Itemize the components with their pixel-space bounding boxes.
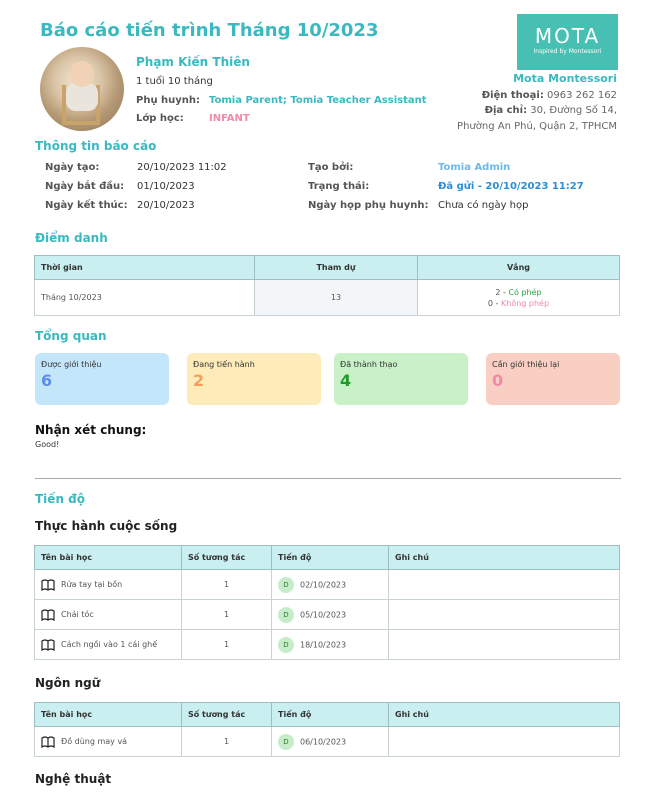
attendance-absent: [418, 280, 620, 316]
col-interactions: Số tương tác: [182, 703, 272, 727]
card-value: 2: [193, 371, 205, 390]
card-value: 6: [41, 371, 53, 390]
card-value: 4: [340, 371, 352, 390]
phone-label: Điện thoại:: [481, 90, 544, 101]
student-avatar: [40, 47, 124, 131]
book-icon: [41, 579, 55, 591]
col-progress: Tiến độ: [272, 546, 389, 570]
table-row: [35, 600, 620, 630]
comment-text: Good!: [35, 440, 60, 449]
attendance-present: 13: [255, 280, 418, 316]
lesson-name: Cách ngồi vào 1 cái ghế: [61, 640, 158, 649]
class-value: INFANT: [209, 113, 250, 124]
student-age: 1 tuổi 10 tháng: [136, 76, 213, 87]
comment-title: Nhận xét chung:: [35, 423, 147, 437]
school-address-line2: Phường An Phú, Quận 2, TPHCM: [457, 121, 617, 132]
progress-date: 06/10/2023: [300, 737, 347, 746]
school-logo: [517, 14, 618, 70]
col-lesson: Tên bài học: [35, 703, 182, 727]
progress-table-language: [34, 702, 620, 757]
phone-value: 0963 262 162: [547, 90, 617, 101]
start-value: 01/10/2023: [137, 181, 195, 192]
progress-section-title: Thực hành cuộc sống: [35, 519, 178, 533]
interaction-count: 1: [182, 630, 272, 660]
progress-date: 02/10/2023: [300, 580, 347, 589]
progress-date: 05/10/2023: [300, 610, 347, 619]
status-badge: D: [278, 607, 294, 623]
book-icon: [41, 639, 55, 651]
progress-section-title: Nghệ thuật: [35, 772, 112, 786]
logo-text: MOTA: [534, 24, 601, 48]
start-label: Ngày bắt đầu:: [45, 181, 125, 192]
end-value: 20/10/2023: [137, 200, 195, 211]
table-row: [35, 570, 620, 600]
created-by-label: Tạo bởi:: [308, 162, 354, 173]
status-label: Trạng thái:: [308, 181, 370, 192]
created-by-value: Tomia Admin: [438, 162, 511, 173]
overview-card-reintroduce: [486, 353, 620, 405]
note: [389, 630, 620, 660]
attendance-table: [34, 255, 620, 316]
end-label: Ngày kết thúc:: [45, 200, 128, 211]
report-info-title: Thông tin báo cáo: [35, 139, 157, 153]
progress-date: 18/10/2023: [300, 640, 347, 649]
status-badge: D: [278, 577, 294, 593]
progress-section-title: Ngôn ngữ: [35, 676, 101, 690]
table-row: [35, 630, 620, 660]
attendance-header-absent: Vắng: [418, 256, 620, 280]
logo-subtext: Inspired by Montessori: [533, 48, 602, 55]
unexcused-label: Không phép: [501, 298, 550, 308]
col-notes: Ghi chú: [389, 703, 620, 727]
card-label: Cần giới thiệu lại: [492, 360, 560, 369]
student-name: Phạm Kiến Thiên: [136, 55, 250, 69]
col-progress: Tiến độ: [272, 703, 389, 727]
unexcused-count: 0 -: [487, 298, 499, 308]
school-name: Mota Montessori: [513, 72, 617, 85]
overview-title: Tổng quan: [35, 329, 107, 343]
parent-label: Phụ huynh:: [136, 95, 201, 106]
card-value: 0: [492, 371, 504, 390]
book-icon: [41, 736, 55, 748]
lesson-name: Đồ dùng may vá: [61, 737, 128, 746]
status-value: Đã gửi - 20/10/2023 11:27: [438, 181, 584, 192]
status-badge: D: [278, 734, 294, 750]
overview-card-in-progress: [187, 353, 321, 405]
attendance-header-time: Thời gian: [35, 256, 255, 280]
note: [389, 727, 620, 757]
card-label: Đã thành thạo: [340, 360, 398, 369]
progress-table-practical-life: [34, 545, 620, 660]
lesson-name: Chải tóc: [61, 610, 94, 619]
interaction-count: 1: [182, 727, 272, 757]
overview-card-introduced: [35, 353, 169, 405]
interaction-count: 1: [182, 600, 272, 630]
school-address: [485, 105, 617, 116]
table-row: [35, 727, 620, 757]
note: [389, 600, 620, 630]
excused-label: Có phép: [508, 287, 542, 297]
meeting-label: Ngày họp phụ huynh:: [308, 200, 429, 211]
class-label: Lớp học:: [136, 113, 184, 124]
book-icon: [41, 609, 55, 621]
report-title: Báo cáo tiến trình Tháng 10/2023: [40, 20, 379, 41]
created-label: Ngày tạo:: [45, 162, 100, 173]
col-notes: Ghi chú: [389, 546, 620, 570]
note: [389, 570, 620, 600]
address-line1: 30, Đường Số 14,: [530, 105, 617, 116]
attendance-title: Điểm danh: [35, 231, 108, 245]
col-interactions: Số tương tác: [182, 546, 272, 570]
address-label: Địa chỉ:: [484, 105, 528, 116]
created-value: 20/10/2023 11:02: [137, 162, 227, 173]
progress-title: Tiến độ: [35, 492, 85, 506]
lesson-name: Rửa tay tại bồn: [61, 580, 123, 589]
excused-count: 2 -: [495, 287, 506, 297]
attendance-period: Tháng 10/2023: [35, 280, 255, 316]
status-badge: D: [278, 637, 294, 653]
school-phone: [482, 90, 617, 101]
card-label: Được giới thiệu: [41, 360, 102, 369]
attendance-header-present: Tham dự: [255, 256, 418, 280]
overview-card-mastered: [334, 353, 468, 405]
card-label: Đang tiến hành: [193, 360, 255, 369]
interaction-count: 1: [182, 570, 272, 600]
meeting-value: Chưa có ngày họp: [438, 200, 529, 211]
col-lesson: Tên bài học: [35, 546, 182, 570]
parent-value: Tomia Parent; Tomia Teacher Assistant: [209, 95, 427, 106]
divider: [35, 478, 621, 479]
